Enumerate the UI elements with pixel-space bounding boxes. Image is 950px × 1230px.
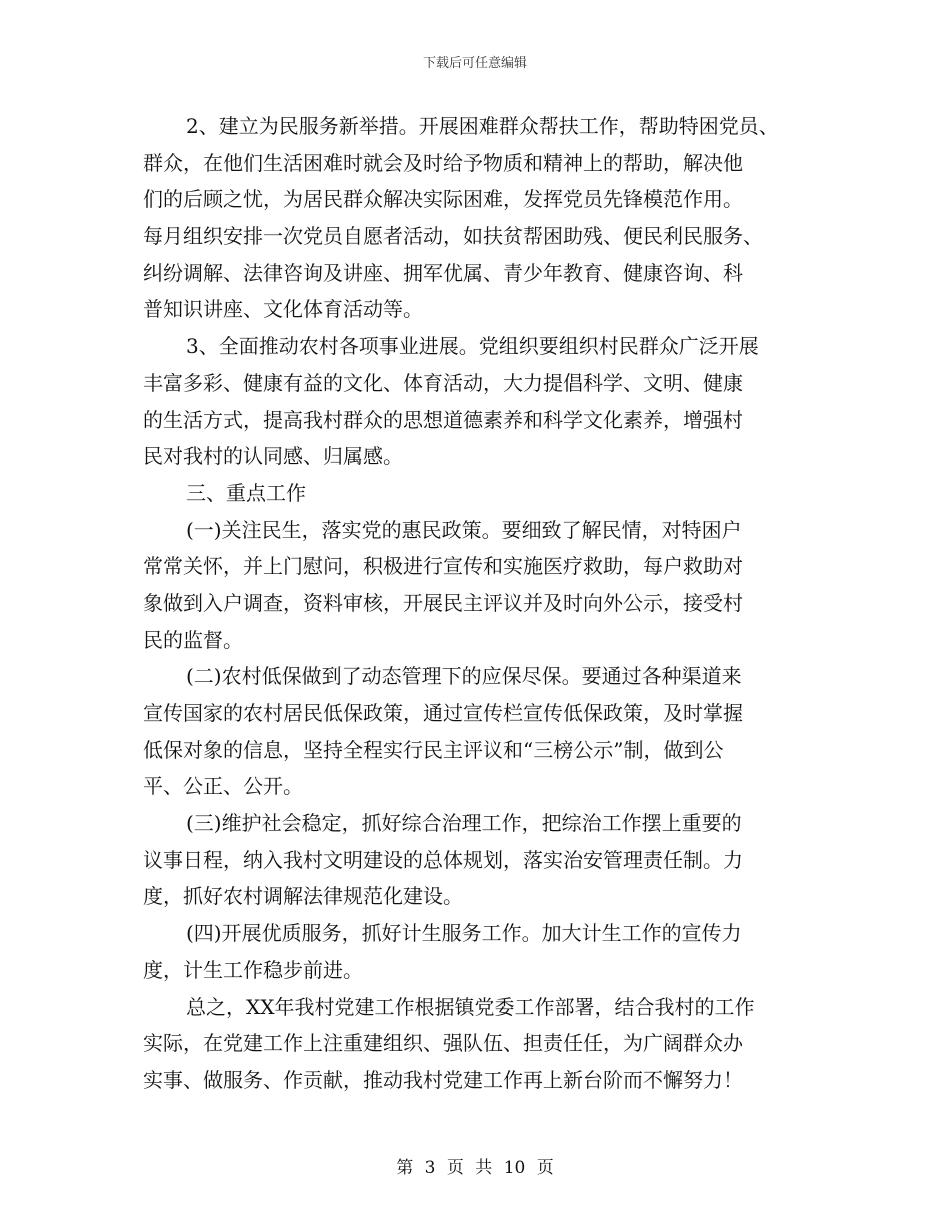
text-line: 象做到入户调查，资料审核，开展民主评议并及时向外公示，接受村: [143, 590, 743, 615]
page-footer: 第 3 页 共 10 页: [396, 1158, 554, 1178]
text-line: 群众，在他们生活困难时就会及时给予物质和精神上的帮助，解决他: [143, 150, 743, 175]
text-line: 三、重点工作: [186, 480, 306, 505]
text-line: 低保对象的信息，坚持全程实行民主评议和“三榜公示”制，做到公: [143, 737, 724, 762]
text-line: 2、建立为民服务新举措。开展困难群众帮扶工作，帮助特困党员、: [186, 114, 779, 138]
text-line: 度，计生工作稳步前进。: [143, 957, 363, 982]
text-line: (一)关注民生，落实党的惠民政策。要细致了解民情，对特困户: [186, 517, 742, 542]
text-line: (四)开展优质服务，抓好计生服务工作。加大计生工作的宣传力: [186, 921, 742, 946]
text-line: 的生活方式，提高我村群众的思想道德素养和科学文化素养，增强村: [143, 407, 743, 432]
text-line: 总之，XX年我村党建工作根据镇党委工作部署，结合我村的工作: [186, 994, 755, 1019]
text-line: 民的监督。: [143, 627, 243, 652]
text-line: 们的后顾之忧，为居民群众解决实际困难，发挥党员先锋模范作用。: [143, 187, 743, 212]
text-line: 每月组织安排一次党员自愿者活动，如扶贫帮困助残、便民利民服务、: [143, 224, 763, 249]
text-line: 纠纷调解、法律咨询及讲座、拥军优属、青少年教育、健康咨询、科: [143, 260, 743, 285]
header-note: 下载后可任意编辑: [422, 56, 527, 71]
text-line: 宣传国家的农村居民低保政策，通过宣传栏宣传低保政策，及时掌握: [143, 701, 743, 725]
text-line: 实际，在党建工作上注重建组织、强队伍、担责任任，为广阔群众办: [143, 1031, 743, 1056]
text-line: 议事日程，纳入我村文明建设的总体规划，落实治安管理责任制。力: [143, 847, 743, 872]
text-line: (三)维护社会稳定，抓好综合治理工作，把综治工作摆上重要的: [186, 811, 742, 836]
text-line: 平、公正、公开。: [143, 774, 303, 799]
text-line: 民对我村的认同感、归属感。: [143, 444, 403, 469]
text-line: 普知识讲座、文化体育活动等。: [143, 297, 423, 322]
text-line: 度，抓好农村调解法律规范化建设。: [143, 884, 463, 909]
body-text: [143, 108, 803, 1099]
text-line: (二)农村低保做到了动态管理下的应保尽保。要通过各种渠道来: [186, 664, 742, 689]
text-line: 实事、做服务、作贡献，推动我村党建工作再上新台阶而不懈努力！: [143, 1067, 743, 1092]
text-line: 常常关怀，并上门慰问，积极进行宣传和实施医疗救助，每户救助对: [143, 554, 743, 579]
text-line: 3、全面推动农村各项事业进展。党组织要组织村民群众广泛开展: [186, 334, 759, 359]
text-line: 丰富多彩、健康有益的文化、体育活动，大力提倡科学、文明、健康: [143, 370, 743, 395]
